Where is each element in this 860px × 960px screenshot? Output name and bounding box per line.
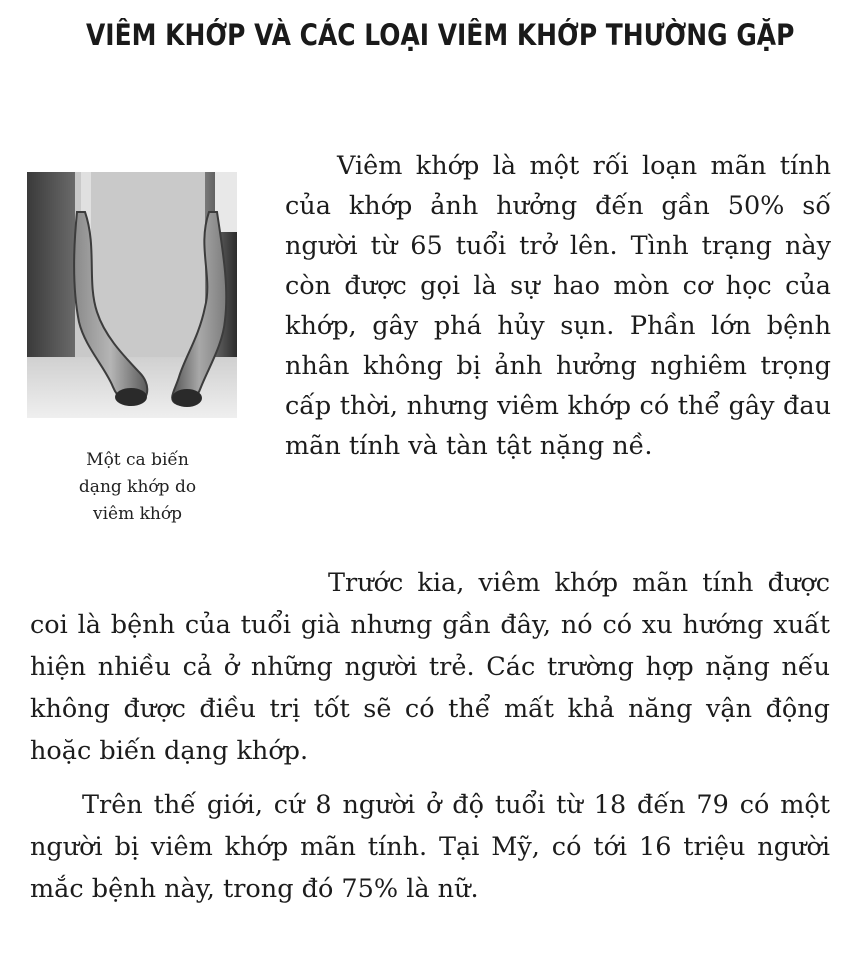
caption-line: dạng khớp do: [78, 477, 197, 497]
paragraph-2: Trước kia, viêm khớp mãn tính được coi là bệnh của tuổi già nhưng gần đây, nó có xu hướng xuất hiện nhiều cả ở những người trẻ. Các trường hợp nặng nếu không được điều trị tốt sẽ có thể mất khả năng vận động hoặc biến dạng khớp.: [30, 568, 830, 766]
caption-line: viêm khớp: [93, 504, 182, 524]
page-title: VIÊM KHỚP VÀ CÁC LOẠI VIÊM KHỚP THƯỜNG GẶP: [86, 18, 795, 52]
legs-deformity-photo: [27, 172, 237, 418]
caption-line: Một ca biến: [86, 450, 189, 470]
paragraph-3: Trên thế giới, cứ 8 người ở độ tuổi từ 18 đến 79 có một người bị viêm khớp mãn tính. Tại Mỹ, có tới 16 triệu người mắc bệnh này, trong đó 75% là nữ.: [30, 790, 830, 904]
figure-caption: [40, 447, 235, 528]
paragraph-1: Viêm khớp là một rối loạn mãn tính của khớp ảnh hưởng đến gần 50% số người từ 65 tuổi trở lên. Tình trạng này còn được gọi là sự hao mòn cơ học của khớp, gây phá hủy sụn. Phần lớn bệnh nhân không bị ảnh hưởng nghiêm trọng cấp thời, nhưng viêm khớp có thể gây đau mãn tính và tàn tật nặng nề.: [285, 151, 831, 461]
